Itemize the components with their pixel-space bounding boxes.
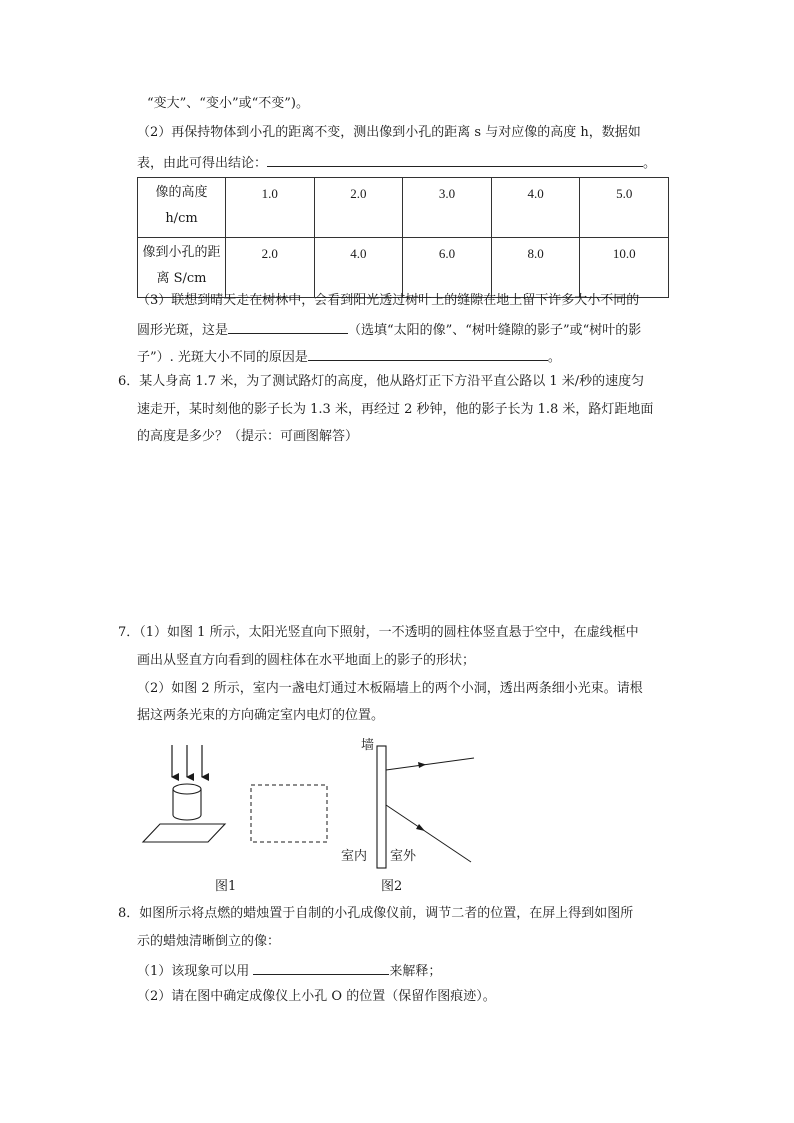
table-cell: 4.0	[491, 178, 580, 238]
q8-part2: （2）请在图中确定成像仪上小孔 O 的位置（保留作图痕迹）。	[137, 989, 496, 1004]
q6-line3: 的高度是多少？（提示：可画图解答）	[137, 429, 359, 444]
q5-part3-prefix: 圆形光斑，这是	[137, 323, 229, 338]
q8-part1-prefix: （1）该现象可以用	[137, 964, 250, 979]
q5-part3-reason-suffix: 。	[547, 350, 561, 365]
q6-line2: 速走开，某时刻他的影子长为 1.3 米，再经过 2 秒钟，他的影子长为 1.8 米，路灯距地面	[137, 402, 654, 417]
q5-part3-reason-prefix: 子”）. 光斑大小不同的原因是	[137, 350, 308, 365]
light-spot-answer-blank[interactable]	[228, 319, 348, 334]
q5-part3-line1: （3）联想到晴天走在树林中，会看到阳光透过树叶上的缝隙在地上留下许多大小不同的	[137, 293, 640, 308]
header-text: 像的高度	[155, 185, 208, 200]
table-row	[138, 238, 669, 298]
light-beam-1	[386, 758, 474, 770]
table-cell: 2.0	[226, 238, 315, 298]
table-cell: 2.0	[314, 178, 403, 238]
table-cell: 8.0	[491, 238, 580, 298]
cylinder-icon	[173, 784, 201, 820]
outdoor-label: 室外	[390, 849, 417, 864]
shadow-drawing-box[interactable]	[251, 785, 327, 842]
q5-part3-line2	[137, 319, 641, 340]
conclusion-answer-blank[interactable]	[267, 152, 643, 167]
q5-part2-suffix: 。	[643, 156, 657, 171]
principle-answer-blank[interactable]	[253, 960, 389, 975]
table-cell: 6.0	[403, 238, 492, 298]
q7-line2: 画出从竖直方向看到的圆柱体在水平地面上的影子的形状；	[137, 653, 476, 668]
beam-arrow-icon	[416, 824, 425, 831]
q7-line3: （2）如图 2 所示，室内一盏电灯通过木板隔墙上的两个小洞，透出两条细小光束。请根	[137, 681, 643, 696]
q8-part1-suffix: 来解释；	[389, 964, 442, 979]
wall-label: 墙	[361, 738, 375, 753]
beam-arrow-icon	[418, 762, 426, 768]
figure-1-caption: 图1	[215, 879, 237, 894]
wall-board	[377, 746, 386, 868]
q5-part2-line1: （2）再保持物体到小孔的距离不变，测出像到小孔的距离 s 与对应像的高度 h，数据如	[137, 125, 641, 140]
table-row	[138, 178, 669, 238]
header-unit: 离 S/cm	[156, 271, 207, 286]
data-table	[137, 177, 669, 298]
table-cell: 1.0	[226, 178, 315, 238]
header-unit: h/cm	[165, 211, 198, 226]
q5-part2-prefix: 表，由此可得出结论：	[137, 156, 268, 171]
table-header-cell	[138, 178, 226, 238]
header-text: 像到小孔的距	[142, 245, 221, 260]
q6-answer-area[interactable]	[137, 455, 669, 615]
figure-2	[340, 730, 490, 870]
q7-line1: 7．（1）如图 1 所示，太阳光竖直向下照射，一不透明的圆柱体竖直悬于空中，在虚线框中	[118, 625, 639, 640]
q5-top-line: “变大”、“变小”或“不变”)。	[147, 96, 309, 111]
q8-line1: 8．如图所示将点燃的蜡烛置于自制的小孔成像仪前，调节二者的位置，在屏上得到如图所	[118, 906, 634, 921]
table-cell: 5.0	[580, 178, 669, 238]
ground-plane	[143, 824, 225, 842]
q5-part3-line3	[137, 346, 561, 367]
reason-answer-blank[interactable]	[308, 346, 548, 361]
figure-2-caption: 图2	[381, 879, 403, 894]
q8-line2: 示的蜡烛清晰倒立的像：	[137, 934, 281, 949]
indoor-label: 室内	[341, 849, 368, 864]
table-cell: 3.0	[403, 178, 492, 238]
q8-part1	[137, 960, 441, 981]
table-cell: 4.0	[314, 238, 403, 298]
table-header-cell	[138, 238, 226, 298]
figure-1	[130, 735, 350, 870]
q7-line4: 据这两条光束的方向确定室内电灯的位置。	[137, 708, 385, 723]
q6-line1: 6．某人身高 1.7 米，为了测试路灯的高度，他从路灯正下方沿平直公路以 1 米/秒的速度匀	[118, 374, 645, 389]
table-cell: 10.0	[580, 238, 669, 298]
q5-part3-options: （选填“太阳的像”、“树叶缝隙的影子”或“树叶的影	[348, 323, 642, 338]
q5-part2-line2	[137, 152, 656, 173]
